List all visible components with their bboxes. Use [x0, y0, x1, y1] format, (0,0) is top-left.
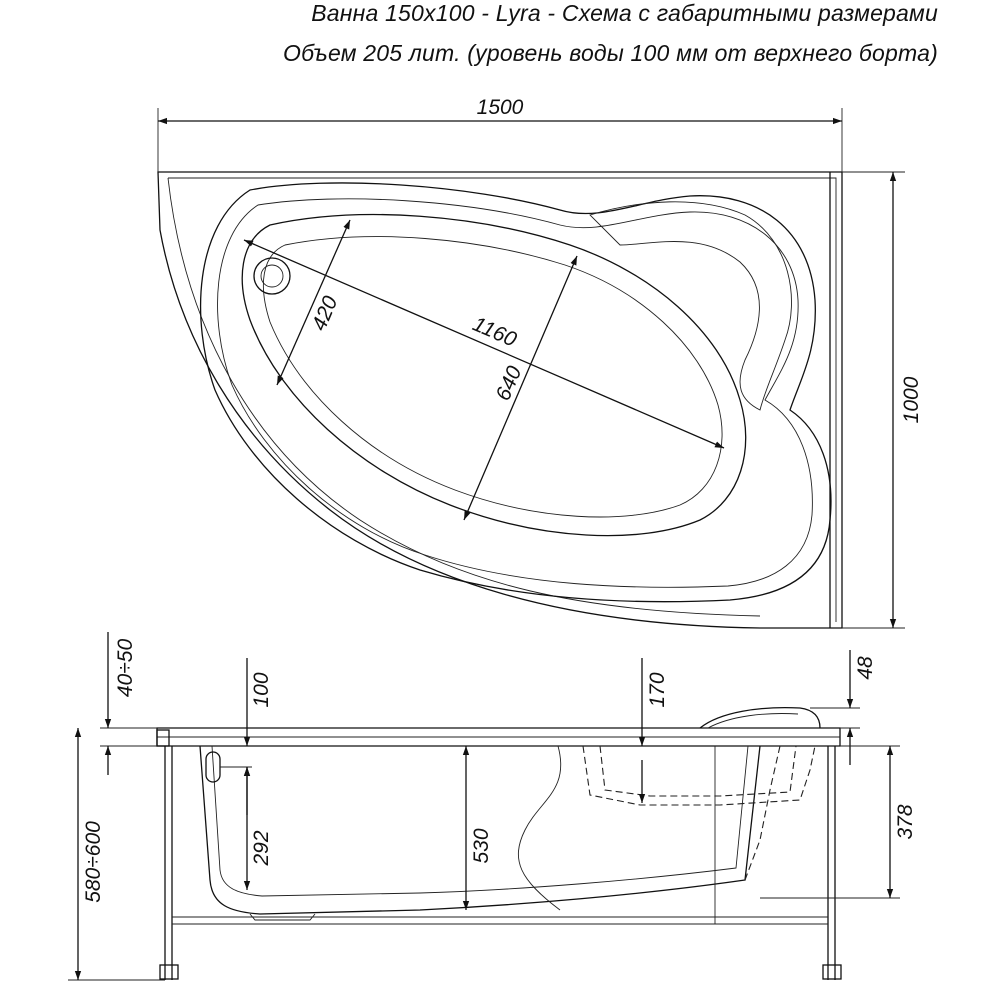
right-foot — [823, 965, 841, 979]
dim-48-label: 48 — [854, 656, 877, 680]
headrest-pad — [590, 202, 792, 410]
dim-292-label: 292 — [250, 830, 273, 866]
seat-inner-dashed — [600, 746, 796, 796]
dim-1500-label: 1500 — [476, 96, 524, 119]
diagram-title: Ванна 150х100 - Lyra - Схема с габаритными размерами — [311, 0, 938, 26]
dim-580-label: 580÷600 — [82, 821, 105, 903]
dim-1160-label: 1160 — [469, 312, 520, 352]
dim-420-label: 420 — [307, 292, 343, 335]
left-foot — [160, 965, 178, 979]
tub-shell-inner — [212, 746, 748, 896]
headrest-inner-line — [708, 714, 798, 728]
top-view — [158, 96, 923, 628]
rim-end-cap — [157, 730, 169, 746]
volume-subtitle: Объем 205 лит. (уровень воды 100 мм от верхнего борта) — [283, 40, 938, 66]
dim-170-label: 170 — [646, 672, 669, 708]
dim-1160-line — [244, 240, 724, 448]
dim-40-label: 40÷50 — [114, 638, 137, 698]
drain-outer-icon — [254, 258, 290, 294]
dim-1000-label: 1000 — [900, 376, 923, 424]
headrest-profile — [700, 708, 820, 728]
dim-530-label: 530 — [470, 828, 493, 864]
dim-378-label: 378 — [894, 804, 917, 840]
dim-640-line — [464, 256, 577, 520]
side-view — [68, 632, 917, 980]
dim-640-label: 640 — [491, 362, 527, 405]
dim-100-label: 100 — [250, 672, 273, 708]
seat-wall-dashed — [745, 746, 780, 880]
